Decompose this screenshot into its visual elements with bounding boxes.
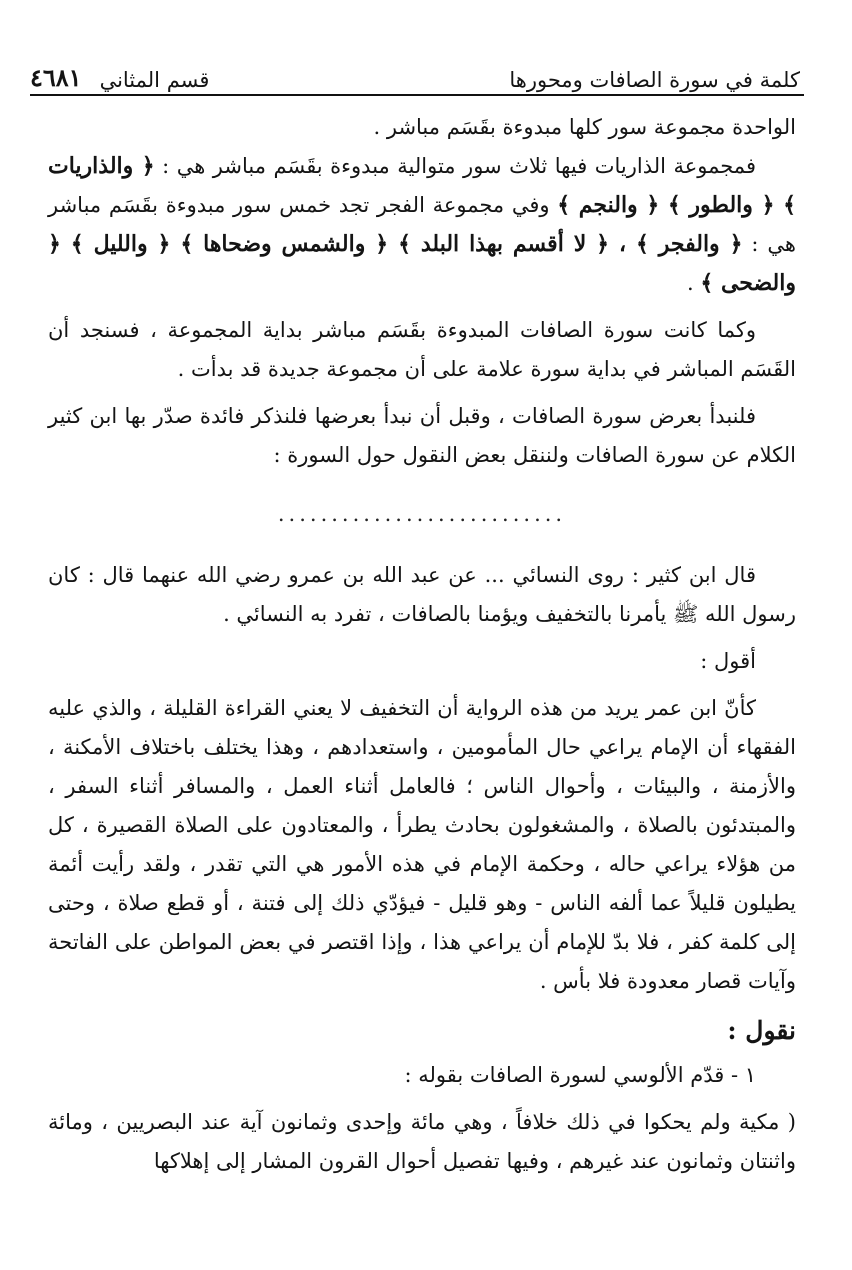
chapter-title: كلمة في سورة الصافات ومحورها — [509, 68, 800, 92]
oath-groups-intro: فمجموعة الذاريات فيها ثلاث سور متوالية مبدوءة بقَسَم مباشر هي : — [162, 154, 756, 178]
sentence-end: . — [687, 271, 701, 295]
running-header — [30, 52, 800, 92]
fajr-group-intro: وفي مجموعة الفجر تجد خمس سور مبدوءة بقَسَم مباشر هي : — [48, 193, 796, 256]
paragraph-oath-groups — [48, 147, 796, 303]
paragraph-continuation: الواحدة مجموعة سور كلها مبدوءة بقَسَم مباشر . — [373, 115, 796, 139]
section-label: قسم المثاني — [99, 68, 210, 92]
fajr-surahs: ﴿ والفجر ﴾ ، ﴿ لا أقسم بهذا البلد ﴾ ﴿ والشمس وضحاها ﴾ ﴿ والليل ﴾ ﴿ والضحى ﴾ — [48, 231, 796, 296]
page-number: ٤٦٨١ — [30, 63, 82, 92]
paragraph-saffat-start: وكما كانت سورة الصافات المبدوءة بقَسَم مباشر بداية المجموعة ، فسنجد أن القَسَم المباشر في بداية سورة علامة على أن مجموعة جديدة قد بدأت . — [48, 318, 796, 381]
body-text — [48, 108, 796, 1181]
paragraph-commentary: كأنّ ابن عمر يريد من هذه الرواية أن التخفيف لا يعني القراءة القليلة ، والذي عليه الفقهاء أن الإمام يراعي حال المأمومين ، واستعدادهم ، وهذا يختلف باختلاف الأمكنة ، والأزمنة ، والبيئات ، وأحوال الناس ؛ فالعامل أثناء العمل ، والمسافر أثناء السفر ، والمبتدئون بالصلاة ، والمشغولون بحادث يطرأ ، والمعتادون على الصلاة القصيرة ، كل من هؤلاء يراعي حاله ، وحكمة الإمام في هذه الأمور هي التي تقدر ، ولقد رأيت أئمة يطيلون قليلاً عما ألفه الناس - وهو قليل - فيؤدّي ذلك إلى فتنة ، أو قطع صلاة ، وحتى إلى كلمة كفر ، فلا بدّ للإمام أن يراعي هذا ، وإذا اقتصر في بعض المواطن على الفاتحة وآيات قصار معدودة فلا بأس . — [48, 696, 796, 993]
separator-dots: ........................... — [277, 502, 567, 526]
section-heading: نقول : — [727, 1016, 796, 1045]
paragraph-aqul: أقول : — [700, 649, 756, 673]
header-left-group — [30, 63, 209, 92]
paragraph-begin-presentation: فلنبدأ بعرض سورة الصافات ، وقبل أن نبدأ بعرضها فلنذكر فائدة صدّر بها ابن كثير الكلام عن سورة الصافات ولننقل بعض النقول حول السورة : — [48, 404, 796, 467]
header-rule — [30, 94, 804, 96]
dhariyat-surahs: ﴿ والذاريات ﴾ ﴿ والطور ﴾ ﴿ والنجم ﴾ — [48, 153, 797, 218]
paragraph-ibn-kathir-quote: قال ابن كثير : روى النسائي ... عن عبد الله بن عمرو رضي الله عنهما قال : كان رسول الله ﷺ يأمرنا بالتخفيف ويؤمنا بالصافات ، تفرد به النسائي . — [48, 563, 796, 626]
paragraph-alusi-quote: ( مكية ولم يحكوا في ذلك خلافاً ، وهي مائة وإحدى وثمانون آية عند البصريين ، ومائة واثنتان وثمانون عند غيرهم ، وفيها تفصيل أحوال القرون المشار إلى إهلاكها — [48, 1110, 796, 1173]
list-item: ١ - قدّم الألوسي لسورة الصافات بقوله : — [404, 1063, 756, 1087]
